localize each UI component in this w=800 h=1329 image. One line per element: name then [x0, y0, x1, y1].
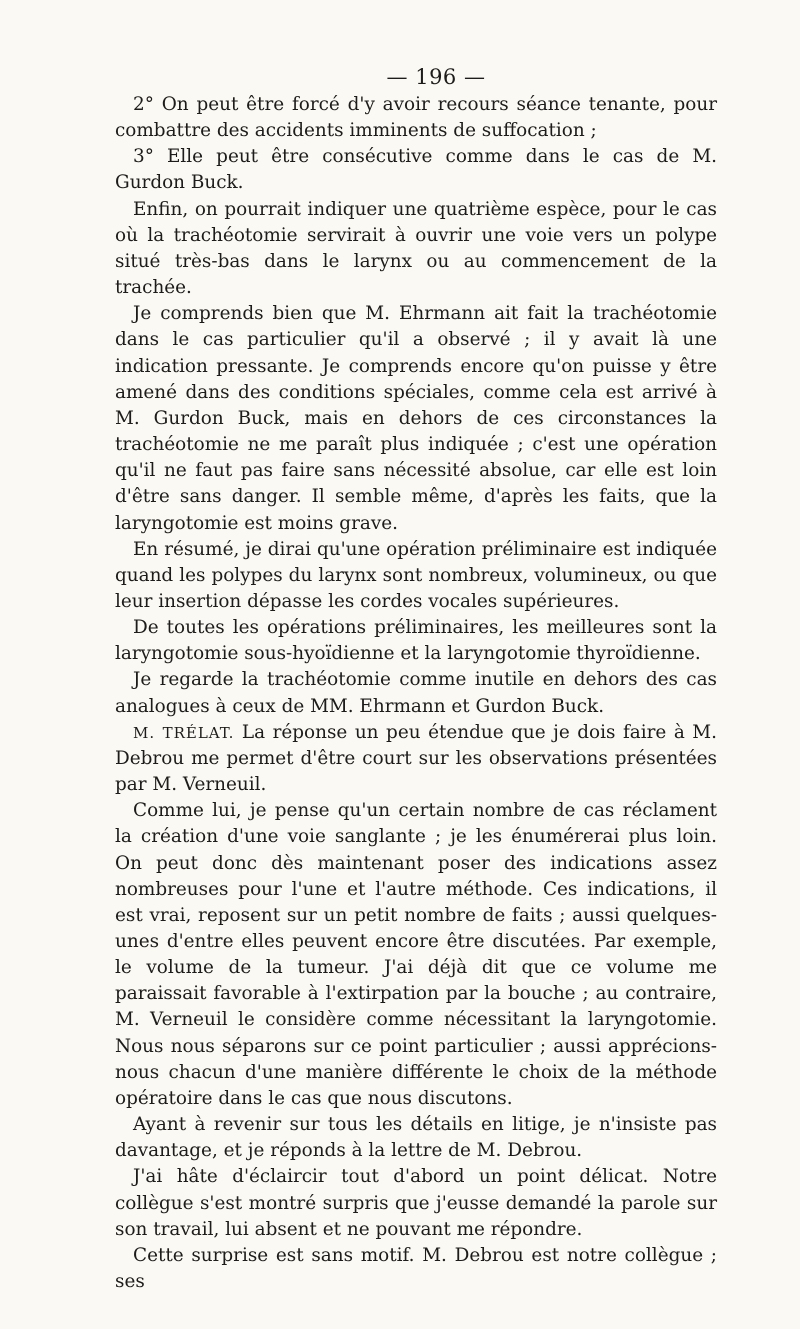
paragraph-resume: En résumé, je dirai qu'une opération préliminaire est indiquée quand les polypes du larynx sont nombreux, volumineux, ou que leur insertion dépasse les cordes vocales supérieures. [115, 538, 717, 612]
speaker-name: M. TRÉLAT. [133, 723, 235, 742]
text-body [115, 92, 717, 1295]
paragraph-trelat [115, 720, 717, 798]
paragraph-ehrmann: Je comprends bien que M. Ehrmann ait fait la trachéotomie dans le cas particulier qu'il a observé ; il y avait là une indication pressante. Je comprends encore qu'on puisse y être amené dans des conditions spéciales, comme cela est arrivé à M. Gurdon Buck, mais en dehors de ces circonstances la trachéotomie ne me paraît plus indiquée ; c'est une opération qu'il ne faut pas faire sans nécessité absolue, car elle est loin d'être sans danger. Il semble même, d'après les faits, que la laryngotomie est moins grave. [115, 303, 717, 534]
paragraph-surprise: Cette surprise est sans motif. M. Debrou est notre collègue ; ses [115, 1244, 717, 1293]
paragraph-eclaircir: J'ai hâte d'éclaircir tout d'abord un point délicat. Notre collègue s'est montré surpris que j'eusse demandé la parole sur son travail, lui absent et ne pouvant me répondre. [115, 1166, 717, 1240]
page-number: — 196 — [386, 65, 486, 89]
paragraph-comme-lui: Comme lui, je pense qu'un certain nombre de cas réclament la création d'une voie sanglante ; je les énumérerai plus loin. On peut donc dès maintenant poser des indications assez nombreuses pour l'une et l'autre méthode. Ces indications, il est vrai, reposent sur un petit nombre de faits ; aussi quelques-unes d'entre elles peuvent encore être discutées. Par exemple, le volume de la tumeur. J'ai déjà dit que ce volume me paraissait favorable à l'extirpation par la bouche ; au contraire, M. Verneuil le considère comme nécessitant la laryngotomie. Nous nous séparons sur ce point particulier ; aussi apprécions-nous chacun d'une manière différente le choix de la méthode opératoire dans le cas que nous discutons. [115, 800, 717, 1109]
paragraph-2-recours: 2° On peut être forcé d'y avoir recours séance tenante, pour combattre des accidents imminents de suffocation ; [115, 94, 717, 142]
paragraph-operations-preliminaires: De toutes les opérations préliminaires, les meilleures sont la laryngotomie sous-hyoïdienne et la laryngotomie thyroïdienne. [115, 617, 717, 665]
paragraph-3-consecutive: 3° Elle peut être consécutive comme dans le cas de M. Gurdon Buck. [115, 146, 717, 194]
paragraph-quatrieme-espece: Enfin, on pourrait indiquer une quatrième espèce, pour le cas où la trachéotomie servirait à ouvrir une voie vers un polype situé très-bas dans le larynx ou au commencement de la trachée. [115, 198, 717, 299]
speaker-text: La réponse un peu étendue que je dois faire à M. Debrou me permet d'être court sur les observations présentées par M. Verneuil. [115, 721, 717, 796]
document-page [115, 62, 717, 1295]
paragraph-tracheotomie-inutile: Je regarde la trachéotomie comme inutile en dehors des cas analogues à ceux de MM. Ehrmann et Gurdon Buck. [115, 669, 717, 717]
paragraph-ayant: Ayant à revenir sur tous les détails en litige, je n'insiste pas davantage, et je réponds à la lettre de M. Debrou. [115, 1114, 717, 1162]
